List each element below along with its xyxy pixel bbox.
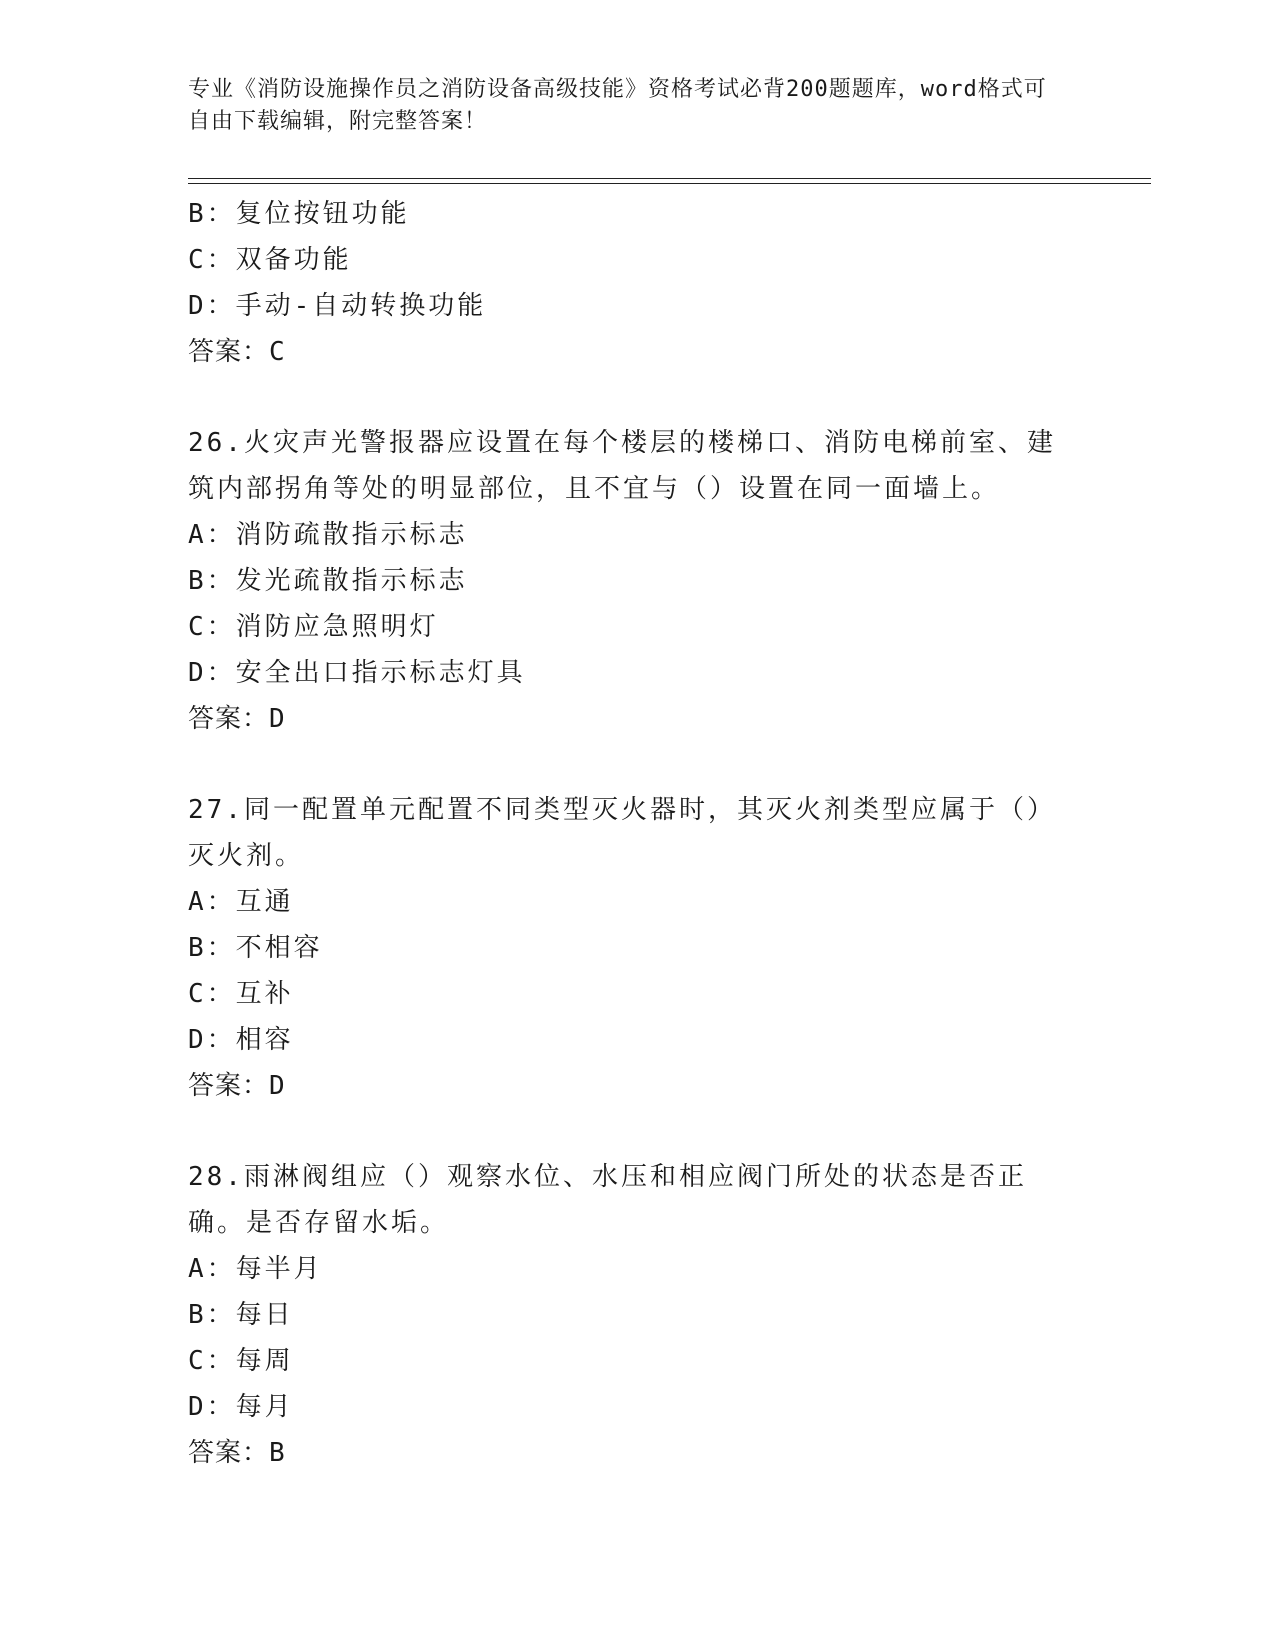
question-continued <box>188 191 1088 375</box>
option-c: C：双备功能 <box>188 245 352 275</box>
answer-line: 答案：C <box>188 337 286 367</box>
document-header: 专业《消防设施操作员之消防设备高级技能》资格考试必背200题题库，word格式可自由下载编辑，附完整答案！ <box>188 77 1047 134</box>
option-d: D：每月 <box>188 1392 294 1422</box>
question-27 <box>188 787 1088 1109</box>
question-stem: 26.火灾声光警报器应设置在每个楼层的楼梯口、消防电梯前室、建筑内部拐角等处的明显部位，且不宜与（）设置在同一面墙上。 <box>188 428 1056 504</box>
option-c: C：互补 <box>188 979 294 1009</box>
option-d: D：相容 <box>188 1025 294 1055</box>
question-stem: 27.同一配置单元配置不同类型灭火器时，其灭火剂类型应属于（）灭火剂。 <box>188 795 1056 871</box>
question-list <box>188 191 1088 1476</box>
question-26 <box>188 420 1088 742</box>
question-28 <box>188 1154 1088 1476</box>
option-d: D：安全出口指示标志灯具 <box>188 658 526 688</box>
option-a: A：每半月 <box>188 1254 323 1284</box>
option-c: C：消防应急照明灯 <box>188 612 439 642</box>
option-d: D：手动-自动转换功能 <box>188 291 487 321</box>
answer-line: 答案：D <box>188 1071 286 1101</box>
option-b: B：复位按钮功能 <box>188 199 410 229</box>
option-b: B：每日 <box>188 1300 294 1330</box>
option-a: A：消防疏散指示标志 <box>188 520 468 550</box>
answer-line: 答案：B <box>188 1438 286 1468</box>
option-a: A：互通 <box>188 887 294 917</box>
header-rule-bottom <box>188 183 1151 184</box>
header-rule-top <box>188 178 1151 179</box>
question-stem: 28.雨淋阀组应（）观察水位、水压和相应阀门所处的状态是否正确。是否存留水垢。 <box>188 1162 1027 1238</box>
option-c: C：每周 <box>188 1346 294 1376</box>
option-b: B：发光疏散指示标志 <box>188 566 468 596</box>
option-b: B：不相容 <box>188 933 323 963</box>
answer-line: 答案：D <box>188 704 286 734</box>
